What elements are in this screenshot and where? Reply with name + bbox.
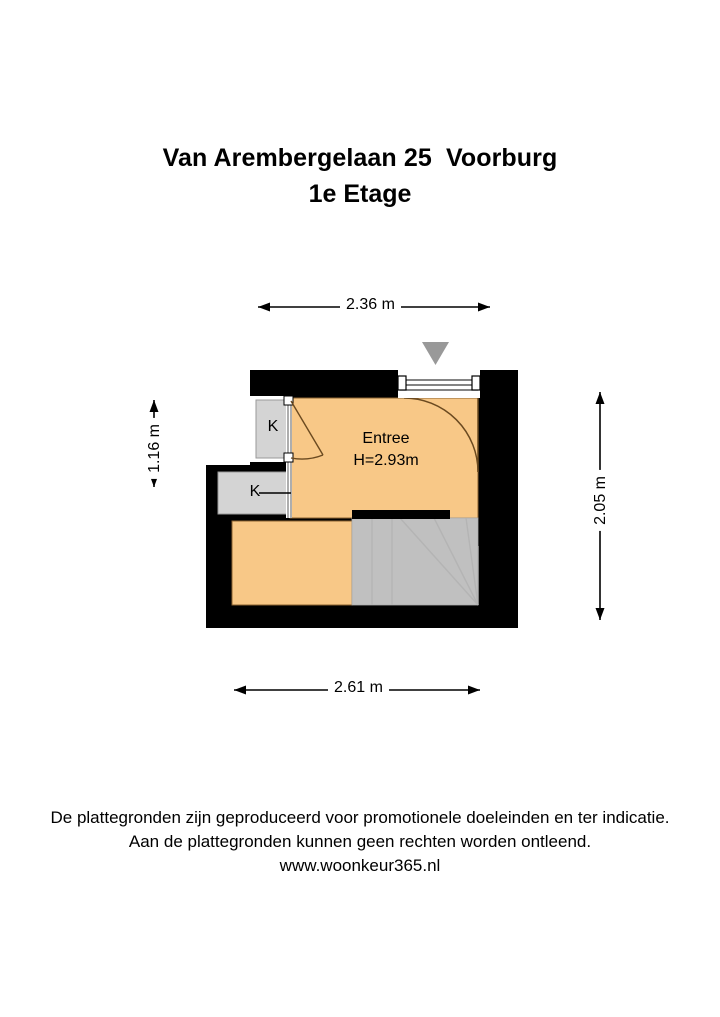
dimension-top-label: 2.36 m bbox=[340, 296, 401, 314]
room-height-label: H=2.93m bbox=[353, 452, 419, 469]
closet-lower-label: K bbox=[249, 483, 261, 500]
footer-line-2: Aan de plattegronden kunnen geen rechten worden ontleend. bbox=[128, 832, 592, 851]
title-address: Van Arembergelaan 25 Voorburg bbox=[162, 144, 558, 172]
staircase bbox=[352, 518, 478, 605]
closet-upper-label: K bbox=[267, 418, 279, 435]
north-marker-icon bbox=[422, 342, 449, 365]
dimension-left-label: 1.16 m bbox=[146, 418, 164, 479]
room-lower-left-floor bbox=[232, 521, 352, 605]
interior-stub-wall bbox=[352, 510, 450, 519]
footer-disclaimer bbox=[0, 806, 720, 878]
dimension-right-label: 2.05 m bbox=[592, 470, 610, 531]
footer-line-1: De plattegronden zijn geproduceerd voor promotionele doeleinden en ter indicatie. bbox=[50, 808, 670, 827]
dimension-bottom-label: 2.61 m bbox=[328, 679, 389, 697]
title-floor: 1e Etage bbox=[308, 180, 412, 208]
footer-line-3: www.woonkeur365.nl bbox=[279, 856, 441, 875]
top-window bbox=[398, 370, 480, 398]
room-label-entree: Entree bbox=[362, 430, 410, 447]
